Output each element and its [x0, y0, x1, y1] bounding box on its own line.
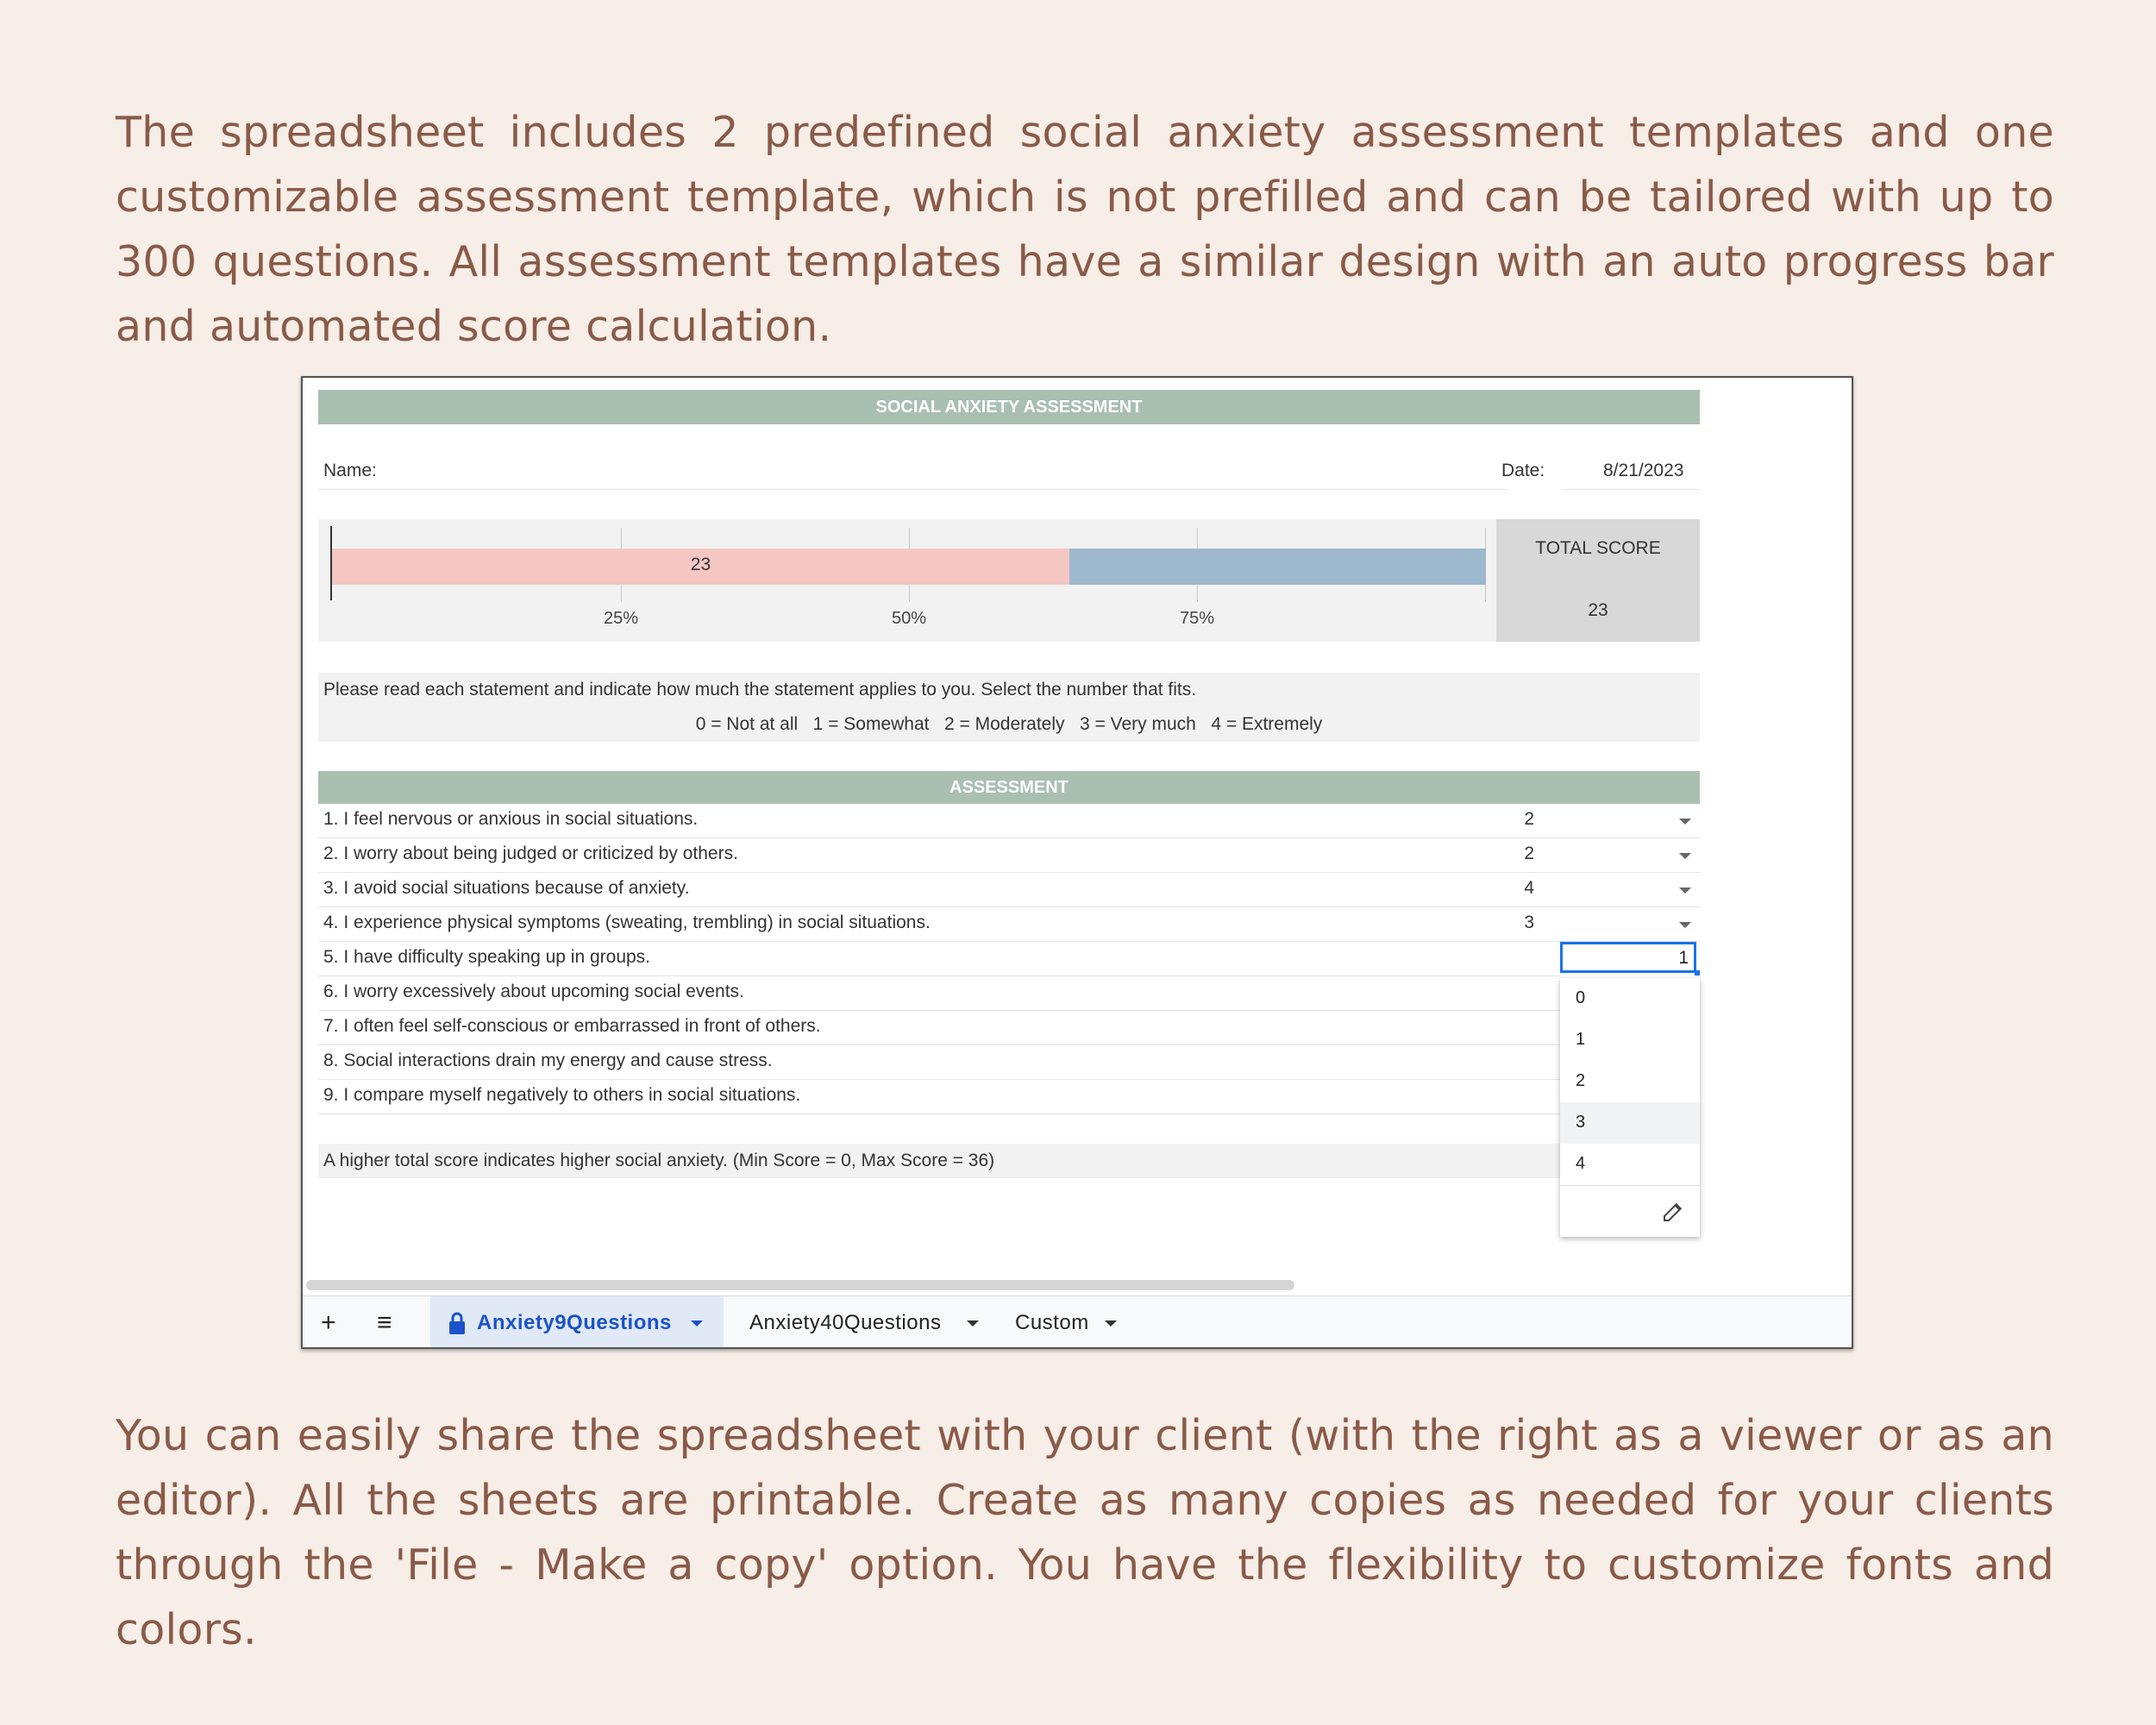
- dropdown-divider: [1560, 1185, 1700, 1186]
- dropdown-caret-icon[interactable]: [1679, 888, 1691, 894]
- spreadsheet-window: [301, 376, 1853, 1349]
- question-row-3: [303, 873, 1717, 907]
- dropdown-caret-icon[interactable]: [1679, 819, 1691, 825]
- dropdown-caret-icon[interactable]: [1679, 853, 1691, 859]
- question-text: 8. Social interactions drain my energy and cause stress.: [323, 1051, 773, 1070]
- editing-value: 1: [1678, 948, 1689, 968]
- pencil-icon[interactable]: [1660, 1199, 1686, 1225]
- question-text: 4. I experience physical symptoms (sweating, trembling) in social situations.: [323, 913, 931, 932]
- question-row-8: [303, 1045, 1717, 1080]
- progress-bar-track: [332, 549, 1486, 585]
- question-text: 2. I worry about being judged or criticized by others.: [323, 844, 738, 863]
- dropdown-caret-icon[interactable]: [1679, 922, 1691, 928]
- lock-icon: [448, 1311, 467, 1335]
- question-row-2: [303, 838, 1717, 873]
- fill-handle[interactable]: [1695, 970, 1700, 975]
- answer-value[interactable]: 2: [1524, 809, 1534, 829]
- dropdown-option-0[interactable]: 0: [1576, 988, 1586, 1007]
- total-score-value: 23: [1588, 600, 1608, 620]
- question-text: 1. I feel nervous or anxious in social situations.: [323, 809, 699, 829]
- dropdown-option-1[interactable]: 1: [1576, 1030, 1586, 1049]
- answer-value[interactable]: 4: [1524, 878, 1534, 898]
- total-score-label: TOTAL SCORE: [1535, 538, 1661, 558]
- row-divider: [318, 1113, 1560, 1114]
- footer-note: A higher total score indicates higher social anxiety. (Min Score = 0, Max Score = 36): [323, 1151, 995, 1170]
- question-row-9: [303, 1080, 1717, 1114]
- assessment-header: ASSESSMENT: [318, 771, 1700, 804]
- name-field-line: [318, 489, 1508, 490]
- tab-label: Anxiety9Questions: [477, 1311, 672, 1334]
- sheet-tab-bar: [303, 1295, 1853, 1349]
- question-row-7: [303, 1011, 1717, 1045]
- dropdown-option-3[interactable]: 3: [1560, 1102, 1700, 1144]
- question-list: [303, 804, 1717, 1149]
- tab-label: Custom: [1015, 1311, 1089, 1334]
- date-label: Date:: [1501, 461, 1545, 480]
- instructions-text: Please read each statement and indicate how much the statement applies to you. Select the number that fits.: [323, 680, 1197, 699]
- scale-legend: 0 = Not at all 1 = Somewhat 2 = Moderately 3 = Very much 4 = Extremely: [695, 714, 1323, 734]
- question-text: 6. I worry excessively about upcoming social events.: [323, 982, 744, 1001]
- question-row-6: [303, 976, 1717, 1011]
- tab-menu-caret-icon[interactable]: [691, 1320, 703, 1327]
- answer-value[interactable]: 3: [1524, 913, 1534, 932]
- instructions-panel: [318, 673, 1700, 742]
- dropdown-option-4[interactable]: 4: [1576, 1154, 1586, 1173]
- question-text: 7. I often feel self-conscious or embarrassed in front of others.: [323, 1016, 821, 1036]
- tick-label-50: 50%: [891, 609, 927, 628]
- total-score-box: [1496, 519, 1700, 642]
- question-text: 5. I have difficulty speaking up in groups.: [323, 947, 651, 967]
- tab-anxiety9questions[interactable]: [430, 1296, 724, 1349]
- tab-menu-caret-icon[interactable]: [1105, 1320, 1117, 1327]
- question-row-1: [303, 804, 1717, 838]
- outro-paragraph: You can easily share the spreadsheet with your client (with the right as a viewer or as an editor). All the sheets are printable. Create as many copies as needed for your clients through the 'File - Make a copy' option. You have the flexibility to customize fonts and colors.: [116, 1411, 2054, 1654]
- tab-menu-caret-icon[interactable]: [967, 1320, 979, 1327]
- all-sheets-menu-button[interactable]: ≡: [376, 1308, 392, 1337]
- active-cell-editor[interactable]: [1560, 942, 1696, 973]
- footer-note-panel: [318, 1144, 1700, 1178]
- progress-value-label: 23: [690, 555, 711, 574]
- horizontal-scrollbar[interactable]: [306, 1280, 1294, 1290]
- question-row-5: [303, 942, 1717, 976]
- question-text: 3. I avoid social situations because of anxiety.: [323, 878, 690, 898]
- question-text: 9. I compare myself negatively to others in social situations.: [323, 1085, 801, 1105]
- date-field-line: [1562, 489, 1700, 490]
- add-sheet-button[interactable]: +: [320, 1308, 337, 1337]
- progress-panel: [318, 519, 1496, 642]
- tick-label-25: 25%: [603, 609, 639, 628]
- tab-custom[interactable]: [1008, 1296, 1138, 1349]
- tab-label: Anxiety40Questions: [749, 1311, 942, 1334]
- name-label: Name:: [323, 461, 377, 480]
- question-row-4: [303, 907, 1717, 942]
- date-value: 8/21/2023: [1603, 461, 1684, 480]
- tick-label-75: 75%: [1179, 609, 1215, 628]
- dropdown-option-2[interactable]: 2: [1576, 1071, 1586, 1090]
- answer-value[interactable]: 2: [1524, 844, 1534, 863]
- value-dropdown[interactable]: [1560, 978, 1700, 1237]
- tab-anxiety40questions[interactable]: [741, 1296, 991, 1349]
- sheet-title: SOCIAL ANXIETY ASSESSMENT: [318, 390, 1700, 424]
- intro-paragraph: The spreadsheet includes 2 predefined social anxiety assessment templates and one customizable assessment template, which is not prefilled and can be tailored with up to 300 questions. All assessment templates have a similar design with an auto progress bar and automated score calculation.: [116, 108, 2054, 351]
